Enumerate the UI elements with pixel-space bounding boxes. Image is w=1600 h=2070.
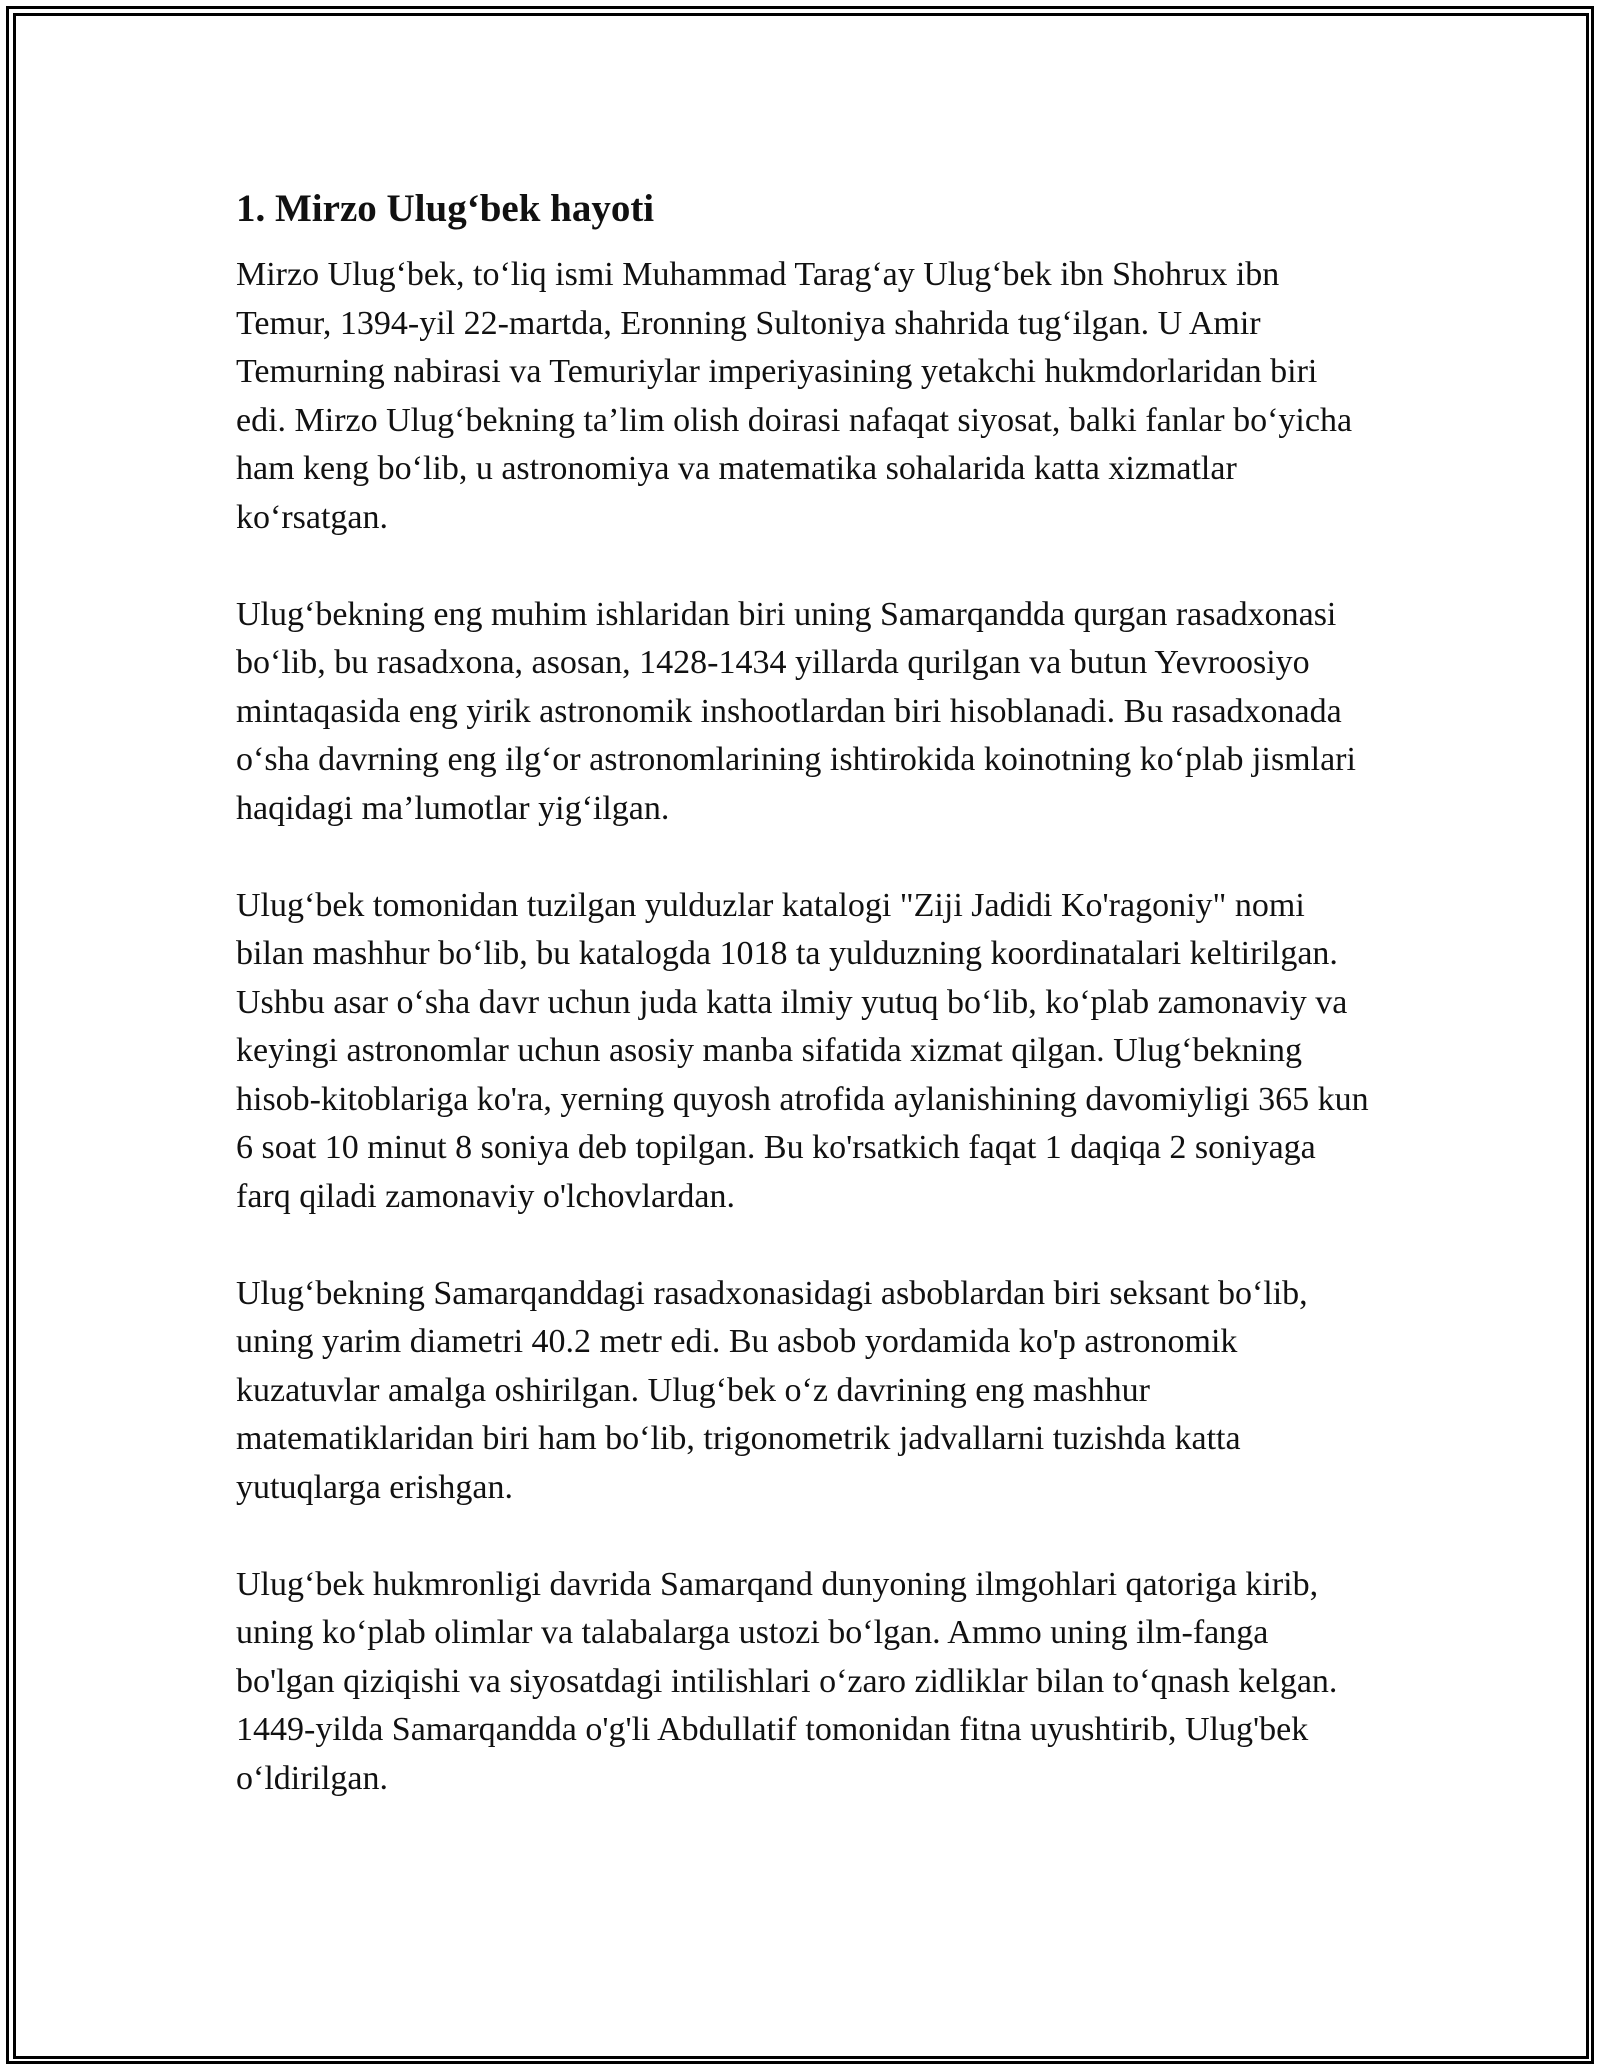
paragraph-biography: Mirzo Ulug‘bek, to‘liq ismi Muhammad Tarag‘ay Ulug‘bek ibn Shohrux ibn Temur, 1394-yil 22-martda, Eronning Sultoniya shahrida tug‘ilgan. U Amir Temurning nabirasi va Temuriylar imperiyasining yetakchi hukmdorlaridan biri edi. Mirzo Ulug‘bekning ta’lim olish doirasi nafaqat siyosat, balki fanlar bo‘yicha ham keng bo‘lib, u astronomiya va matematika sohalarida katta xizmatlar ko‘rsatgan.	[236, 256, 1353, 536]
document-body	[236, 185, 1371, 1852]
paragraph-star-catalog: Ulug‘bek tomonidan tuzilgan yulduzlar katalogi "Ziji Jadidi Ko'ragoniy" nomi bilan mashhur bo‘lib, bu katalogda 1018 ta yulduzning koordinatalari keltirilgan. Ushbu asar o‘sha davr uchun juda katta ilmiy yutuq bo‘lib, ko‘plab zamonaviy va keyingi astronomlar uchun asosiy manba sifatida xizmat qilgan. Ulug‘bekning hisob-kitoblariga ko'ra, yerning quyosh atrofida aylanishining davomiyligi 365 kun 6 soat 10 minut 8 soniya deb topilgan. Bu ko'rsatkich faqat 1 daqiqa 2 soniyaga farq qiladi zamonaviy o'lchovlardan.	[236, 886, 1369, 1215]
paragraph-death: Ulug‘bek hukmronligi davrida Samarqand dunyoning ilmgohlari qatoriga kirib, uning ko‘plab olimlar va talabalarga ustozi bo‘lgan. Ammo uning ilm-fanga bo'lgan qiziqishi va siyosatdagi intilishlari o‘zaro zidliklar bilan to‘qnash kelgan. 1449-yilda Samarqandda o'g'li Abdullatif tomonidan fitna uyushtirib, Ulug'bek o‘ldirilgan.	[236, 1565, 1338, 1797]
paragraph-sextant: Ulug‘bekning Samarqanddagi rasadxonasidagi asboblardan biri seksant bo‘lib, uning yarim diametri 40.2 metr edi. Bu asbob yordamida ko'p astronomik kuzatuvlar amalga oshirilgan. Ulug‘bek o‘z davrining eng mashhur matematiklaridan biri ham bo‘lib, trigonometrik jadvallarni tuzishda katta yutuqlarga erishgan.	[236, 1274, 1308, 1506]
section-heading: 1. Mirzo Ulug‘bek hayoti	[236, 187, 655, 230]
paragraph-observatory: Ulug‘bekning eng muhim ishlaridan biri uning Samarqandda qurgan rasadxonasi bo‘lib, bu rasadxona, asosan, 1428-1434 yillarda qurilgan va butun Yevroosiyo mintaqasida eng yirik astronomik inshootlardan biri hisoblanadi. Bu rasadxonada o‘sha davrning eng ilg‘or astronomlarining ishtirokida koinotning ko‘plab jismlari haqidagi ma’lumotlar yig‘ilgan.	[236, 595, 1356, 827]
